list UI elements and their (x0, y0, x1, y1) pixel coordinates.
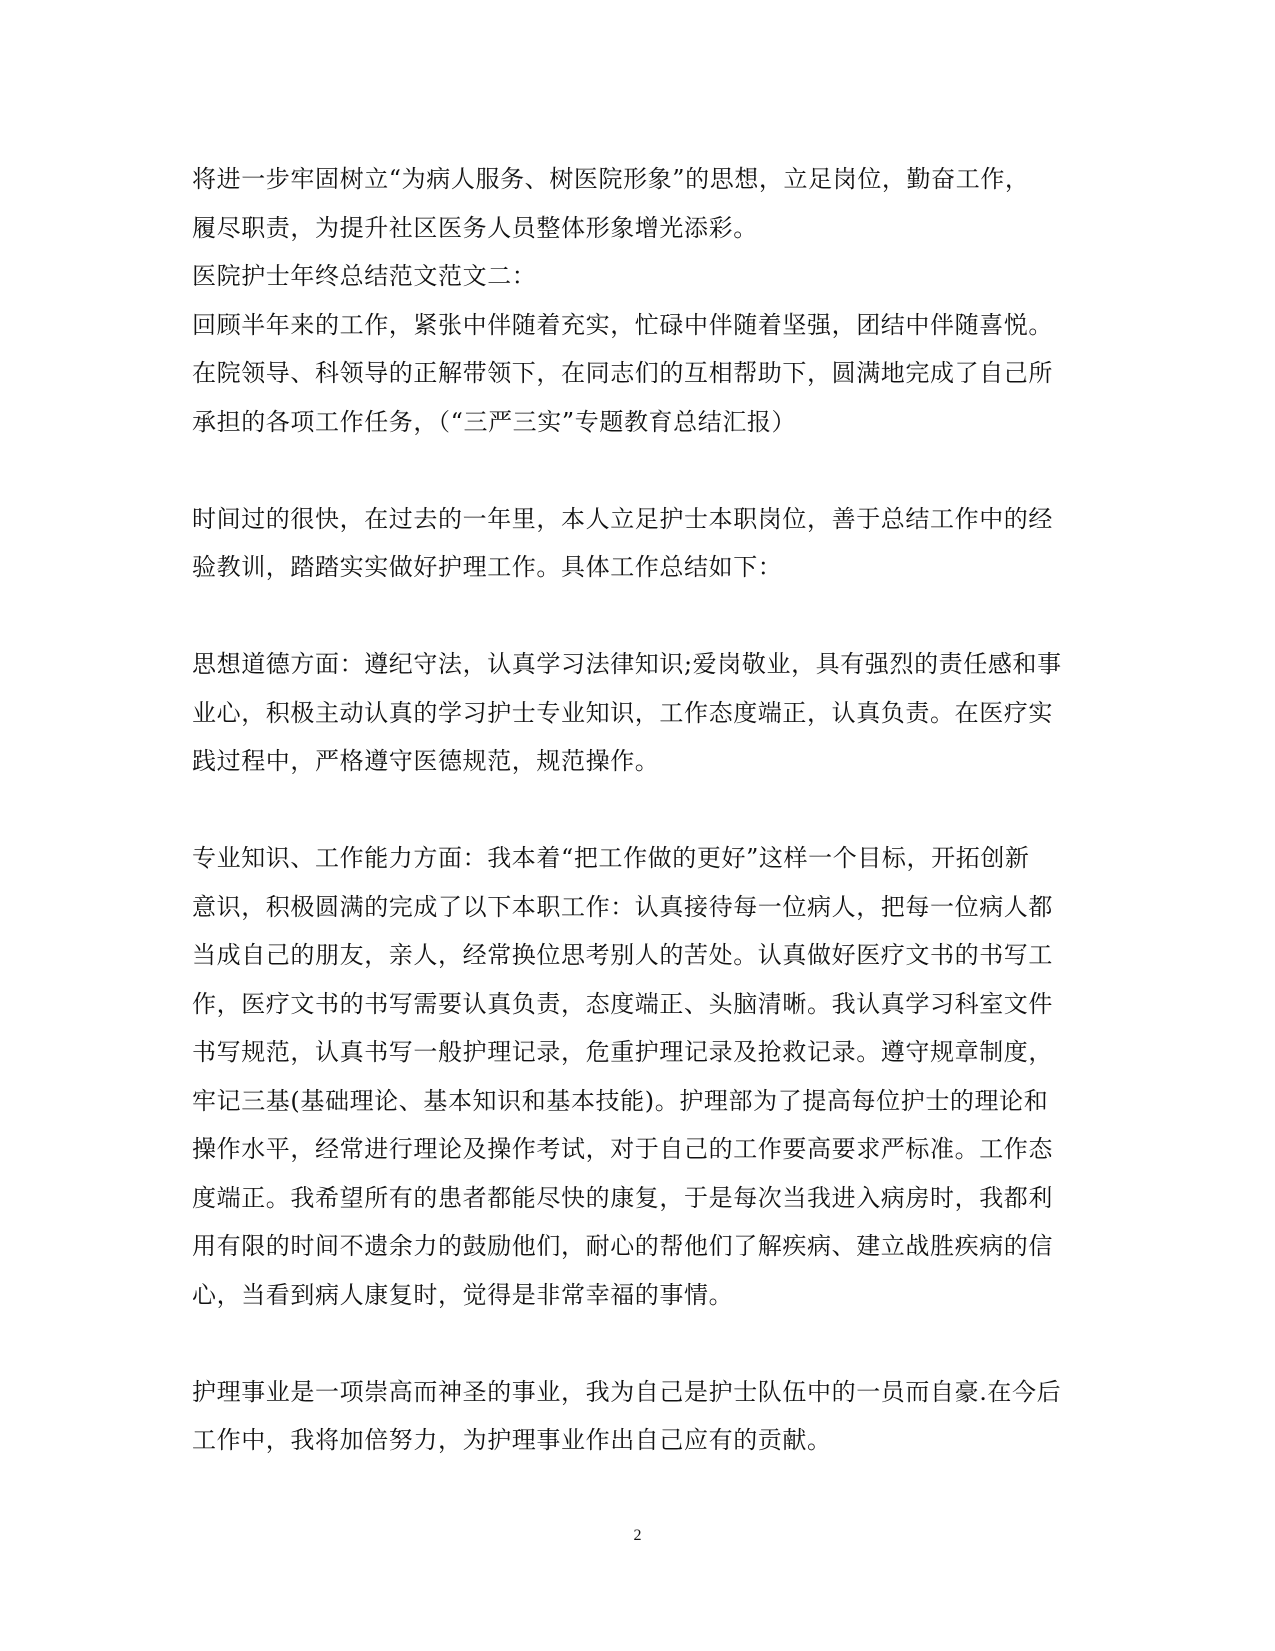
text-line: 护理事业是一项崇高而神圣的事业，我为自己是护士队伍中的一员而自豪.在今后 (192, 1377, 1062, 1406)
text-line: 牢记三基(基础理论、基本知识和基本技能)。护理部为了提高每位护士的理论和 (192, 1086, 1049, 1115)
text-line: 将进一步牢固树立“为病人服务、树医院形象”的思想，立足岗位，勤奋工作， (192, 165, 1030, 193)
text-line: 承担的各项工作任务，（“三严三实”专题教育总结汇报） (192, 407, 797, 436)
text-line: 心，当看到病人康复时，觉得是非常幸福的事情。 (192, 1280, 734, 1309)
page-number: 2 (633, 1527, 642, 1544)
text-line: 意识，积极圆满的完成了以下本职工作：认真接待每一位病人，把每一位病人都 (192, 892, 1053, 921)
paragraph-gap (192, 446, 1092, 495)
text-line: 用有限的时间不遗余力的鼓励他们，耐心的帮他们了解疾病、建立战胜疾病的信 (192, 1232, 1053, 1260)
document-body (192, 155, 1092, 1465)
text-line: 书写规范，认真书写一般护理记录，危重护理记录及抢救记录。遵守规章制度， (192, 1038, 1053, 1066)
text-line: 验教训，踏踏实实做好护理工作。具体工作总结如下： (192, 553, 783, 581)
text-line: 履尽职责，为提升社区医务人员整体形象增光添彩。 (192, 213, 758, 242)
text-line: 在院领导、科领导的正解带领下，在同志们的互相帮助下，圆满地完成了自己所 (192, 359, 1053, 387)
text-line: 专业知识、工作能力方面：我本着“把工作做的更好”这样一个目标，开拓创新 (192, 844, 1030, 872)
section-heading: 医院护士年终总结范文范文二： (192, 262, 537, 290)
text-line: 工作中，我将加倍努力，为护理事业作出自己应有的贡献。 (192, 1426, 832, 1454)
text-line: 当成自己的朋友，亲人，经常换位思考别人的苦处。认真做好医疗文书的书写工 (192, 941, 1053, 969)
text-line: 度端正。我希望所有的患者都能尽快的康复，于是每次当我进入病房时，我都利 (192, 1183, 1053, 1212)
text-line: 回顾半年来的工作，紧张中伴随着充实，忙碌中伴随着坚强，团结中伴随喜悦。 (192, 310, 1053, 339)
text-line: 操作水平，经常进行理论及操作考试，对于自己的工作要高要求严标准。工作态 (192, 1135, 1053, 1163)
text-line: 时间过的很快，在过去的一年里，本人立足护士本职岗位，善于总结工作中的经 (192, 504, 1053, 533)
paragraph-gap (192, 786, 1092, 835)
text-line: 作，医疗文书的书写需要认真负责，态度端正、头脑清晰。我认真学习科室文件 (192, 989, 1053, 1018)
text-line: 践过程中，严格遵守医德规范，规范操作。 (192, 747, 660, 775)
paragraph-gap (192, 1319, 1092, 1368)
text-line: 业心，积极主动认真的学习护士专业知识，工作态度端正，认真负责。在医疗实 (192, 698, 1053, 727)
paragraph-gap (192, 592, 1092, 641)
text-line: 思想道德方面：遵纪守法，认真学习法律知识;爱岗敬业，具有强烈的责任感和事 (192, 650, 1062, 678)
